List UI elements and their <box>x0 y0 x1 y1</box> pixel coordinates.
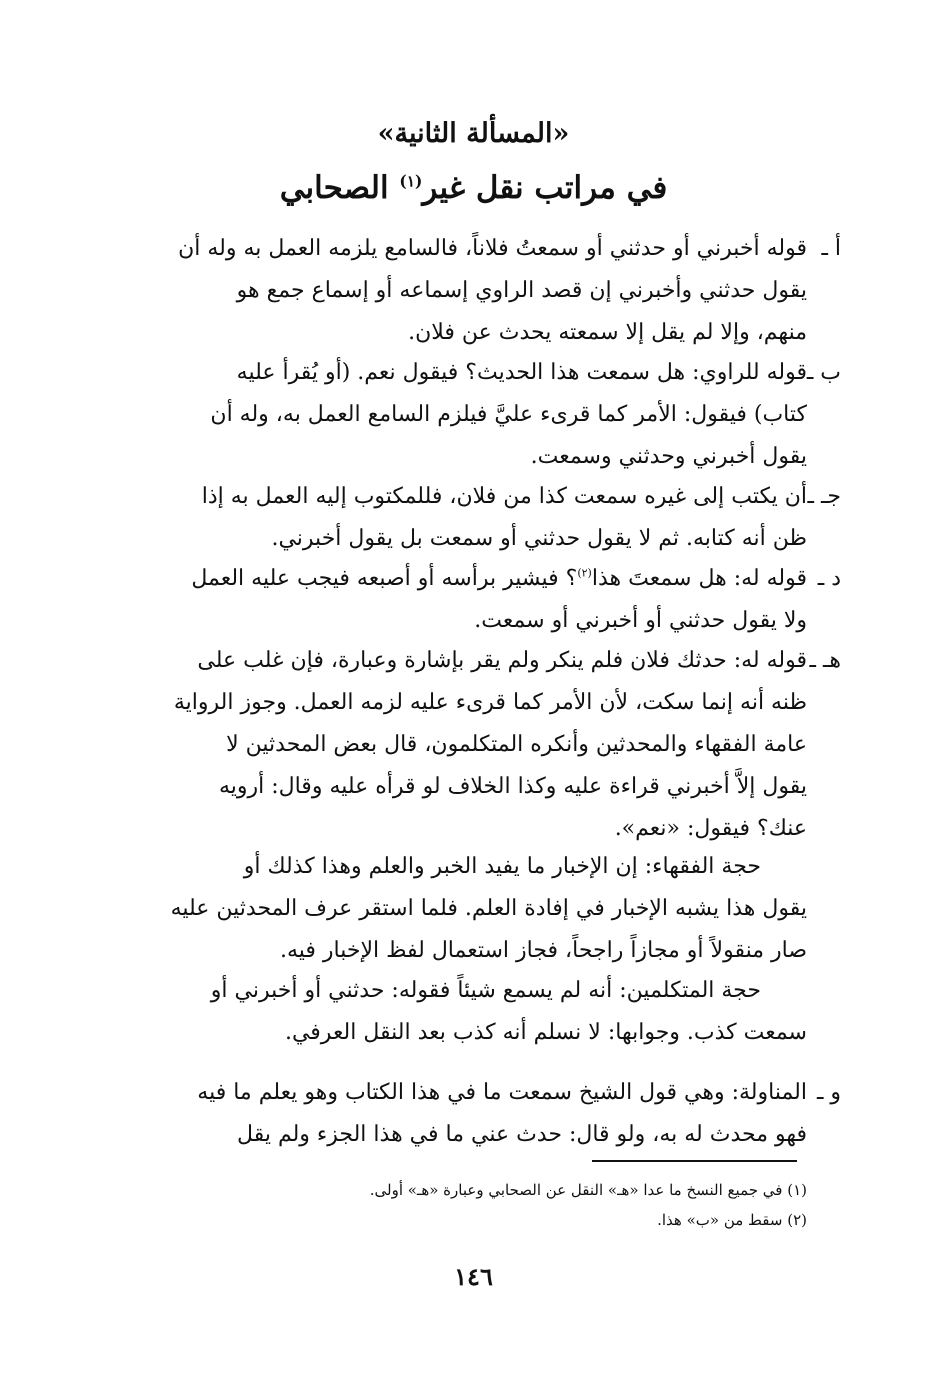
item-jim-line: أن يكتب إلى غيره سمعت كذا من فلان، فللمكتوب إليه العمل به إذا <box>201 484 807 509</box>
item-ba-line: قوله للراوي: هل سمعت هذا الحديث؟ فيقول نعم. (أو يُقرأ عليه <box>236 360 807 385</box>
item-ha-paragraph <box>107 640 807 850</box>
item-waw-line: المناولة: وهي قول الشيخ سمعت ما في هذا الكتاب وهو يعلم ما فيه <box>197 1080 807 1105</box>
item-marker-waw: و ـ <box>816 1080 841 1105</box>
item-alif-line: قوله أخبرني أو حدثني أو سمعتُ فلاناً، فالسامع يلزمه العمل به وله أن <box>178 236 807 261</box>
item-marker-ba: ب ـ <box>806 360 841 385</box>
section-title-part2: الصحابي <box>279 170 400 206</box>
argument-fuqaha-paragraph <box>107 846 807 972</box>
item-ha-line: يقول إلاَّ أخبرني قراءة عليه وكذا الخلاف لو قرأه عليه وقال: أرويه <box>218 774 807 799</box>
section-title <box>100 170 847 206</box>
footnote-separator <box>592 1160 797 1162</box>
item-marker-ha: هـ ـ <box>809 648 841 673</box>
footnote-ref-2[interactable]: (٢) <box>577 566 592 580</box>
item-waw-paragraph <box>107 1072 807 1156</box>
item-ha-line: عامة الفقهاء والمحدثين وأنكره المتكلمون، قال بعض المحدثين لا <box>226 732 807 757</box>
page-number: ١٤٦ <box>454 1262 493 1291</box>
item-alif-paragraph <box>107 228 807 354</box>
argument-mutakallimin-line: حجة المتكلمين: أنه لم يسمع شيئاً فقوله: حدثني أو أخبرني أو <box>210 978 761 1003</box>
item-ha-line: عنك؟ فيقول: «نعم». <box>614 816 807 841</box>
footnote-2: (٢) سقط من «ب» هذا. <box>657 1211 807 1229</box>
argument-mutakallimin-line: سمعت كذب. وجوابها: لا نسلم أنه كذب بعد النقل العرفي. <box>284 1020 807 1045</box>
item-alif-line: منهم، وإلا لم يقل إلا سمعته يحدث عن فلان. <box>408 320 807 345</box>
item-dal-line1-part1: قوله له: هل سمعتَ هذا <box>591 566 807 591</box>
item-marker-jim: جـ ـ <box>807 484 841 509</box>
item-ba-line: كتاب) فيقول: الأمر كما قرىء عليَّ فيلزم السامع العمل به، وله أن <box>210 402 807 427</box>
item-ha-line: قوله له: حدثك فلان فلم ينكر ولم يقر بإشارة وعبارة، فإن غلب على <box>197 648 807 673</box>
item-ba-paragraph <box>107 352 807 478</box>
item-dal-paragraph <box>107 558 807 642</box>
item-alif-line: يقول حدثني وأخبرني إن قصد الراوي إسماعه أو إسماع جمع هو <box>236 278 807 303</box>
item-waw-line: فهو محدث له به، ولو قال: حدث عني ما في هذا الجزء ولم يقل <box>237 1122 807 1147</box>
item-jim-line: ظن أنه كتابه. ثم لا يقول حدثني أو سمعت بل يقول أخبرني. <box>271 526 807 551</box>
footnote-ref-1[interactable]: (١) <box>399 171 423 191</box>
item-ha-line: ظنه أنه إنما سكت، لأن الأمر كما قرىء عليه لزمه العمل. وجوز الرواية <box>173 690 807 715</box>
chapter-title-text: «المسألة الثانية» <box>377 118 570 149</box>
item-jim-paragraph <box>107 476 807 560</box>
item-ba-line: يقول أخبرني وحدثني وسمعت. <box>530 444 807 469</box>
item-marker-alif: أ ـ <box>821 236 841 261</box>
chapter-title <box>100 118 847 149</box>
item-dal-line <box>107 558 807 600</box>
argument-fuqaha-line: يقول هذا يشبه الإخبار في إفادة العلم. فلما استقر عرف المحدثين عليه <box>170 896 807 921</box>
section-title-part1: في مراتب نقل غير <box>422 170 668 206</box>
item-dal-line1-part2: ؟ فيشير برأسه أو أصبعه فيجب عليه العمل <box>191 566 578 591</box>
argument-mutakallimin-paragraph <box>107 970 807 1054</box>
item-marker-dal: د ـ <box>817 566 841 591</box>
footnote-1: (١) في جميع النسخ ما عدا «هـ» النقل عن الصحابي وعبارة «هـ» أولى. <box>369 1181 807 1199</box>
item-dal-line: ولا يقول حدثني أو أخبرني أو سمعت. <box>474 608 807 633</box>
argument-fuqaha-line: صار منقولاً أو مجازاً راجحاً، فجاز استعمال لفظ الإخبار فيه. <box>279 938 807 963</box>
argument-fuqaha-line: حجة الفقهاء: إن الإخبار ما يفيد الخبر والعلم وهذا كذلك أو <box>243 854 761 879</box>
